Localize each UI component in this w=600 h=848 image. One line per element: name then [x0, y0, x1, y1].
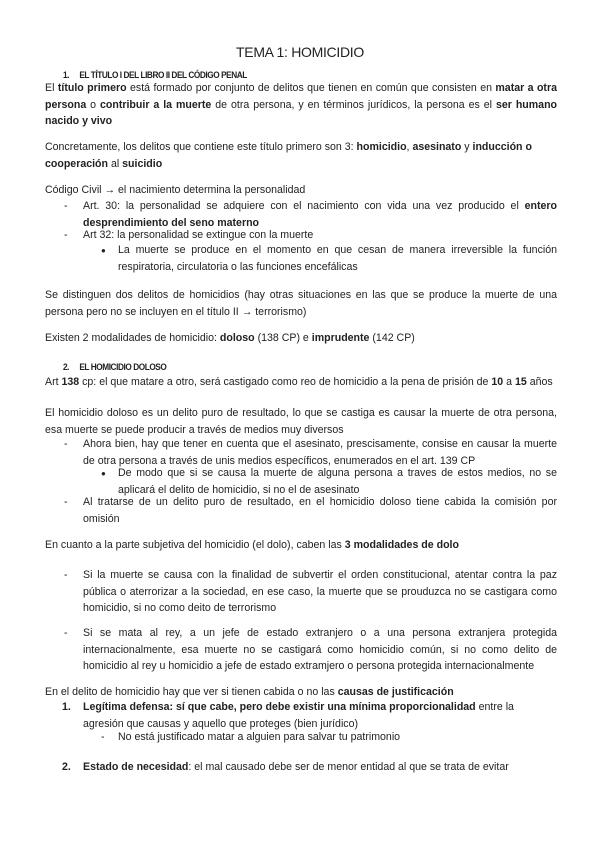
s1-paragraph-3: Código Civil → el nacimiento determina la personalidad: [45, 184, 306, 196]
ol-number-1: 1.: [62, 701, 71, 713]
list-dash: -: [64, 438, 68, 450]
s2-paragraph-3: En cuanto a la parte subjetiva del homicidio (el dolo), caben las 3 modalidades de dolo: [45, 539, 459, 551]
list-dash: -: [64, 200, 68, 212]
ol-item-2: Estado de necesidad: el mal causado debe ser de menor entidad al que se trata de evitar: [83, 761, 509, 773]
s1-list-item-1: Art. 30: la personalidad se adquiere con el nacimiento con vida una vez producido el entero desprendimiento del seno materno: [83, 200, 557, 229]
s2-list-item-2: Al tratarse de un delito puro de resultado, en el homicidio doloso tiene cabida la comisión por omisión: [83, 496, 557, 525]
s2-list2-item-2: Si se mata al rey, a un jefe de estado extranjero o a una persona extranjera protegida internacionalmente, esa muerte no se castigará como homicidio común, si no como delito de homicidio al rey u homicidio a jefe de estado extramjero o persona protegida internacionalmente: [83, 627, 557, 673]
list-dash: -: [101, 731, 105, 743]
s1-paragraph-1: El título primero está formado por conjunto de delitos que tienen en común que consisten en matar a otra persona o contribuir a la muerte de otra persona, y en términos jurídicos, la persona es el ser humano nacido y vivo: [45, 82, 558, 128]
s2-list2-item-1: Si la muerte se causa con la finalidad de subvertir el orden constitucional, atentar contra la paz pública o aterrorizar a la sociedad, en ese caso, la muerte que se prouduzca no se castigara como homicidio, si no como deito de terrorismo: [83, 569, 557, 615]
section-1-heading: 1. EL TÍTULO I DEL LIBRO II DEL CÓDIGO PENAL: [63, 70, 247, 81]
list-dash: -: [64, 569, 68, 581]
document-title: TEMA 1: HOMICIDIO: [236, 44, 364, 60]
s2-list-item-1: Ahora bien, hay que tener en cuenta que el asesinato, prescisamente, consise en causar la muerte de otra persona a través de unis medios específicos, enumerados en el art. 139 CP: [83, 438, 557, 467]
ol-item-1: Legítima defensa: sí que cabe, pero debe existir una mínima proporcionalidad entre la agresión que causas y aquello que proteges (bien jurídico): [83, 701, 514, 730]
s1-paragraph-4: Se distinguen dos delitos de homicidios (hay otras situaciones en las que se produce la muerte de una persona pero no se incluyen en el título II → terrorismo): [45, 289, 557, 318]
bullet-dot: ●: [101, 246, 106, 255]
ol-sub-item: No está justificado matar a alguien para salvar tu patrimonio: [118, 731, 401, 743]
section-2-heading: 2. EL HOMICIDIO DOLOSO: [63, 362, 167, 373]
list-dash: -: [64, 627, 68, 639]
s2-paragraph-4: En el delito de homicidio hay que ver si tienen cabida o no las causas de justificación: [45, 686, 454, 698]
s2-paragraph-1: Art 138 cp: el que matare a otro, será castigado como reo de homicidio a la pena de prisión de 10 a 15 años: [45, 376, 553, 388]
s1-paragraph-5: Existen 2 modalidades de homicidio: doloso (138 CP) e imprudente (142 CP): [45, 332, 415, 344]
s2-paragraph-2: El homicidio doloso es un delito puro de resultado, lo que se castiga es causar la muerte de otra persona, esa muerte se puede producir a través de medios muy diversos: [45, 407, 557, 436]
s1-bullet-item: La muerte se produce en el momento en que cesan de manera irreversible la función respiratoria, circulatoria o las funciones encefálicas: [118, 244, 557, 273]
s1-list-item-2: Art 32: la personalidad se extingue con la muerte: [83, 229, 314, 241]
list-dash: -: [64, 229, 68, 241]
s2-bullet-item: De modo que si se causa la muerte de alguna persona a traves de estos medios, no se aplicará el delito de homicidio, si no el de asesinato: [118, 467, 557, 496]
ol-number-2: 2.: [62, 761, 71, 773]
list-dash: -: [64, 496, 68, 508]
s1-paragraph-2: Concretamente, los delitos que contiene este título primero son 3: homicidio, asesinato y inducción o cooperación al suicidio: [45, 141, 532, 170]
bullet-dot: ●: [101, 469, 106, 478]
